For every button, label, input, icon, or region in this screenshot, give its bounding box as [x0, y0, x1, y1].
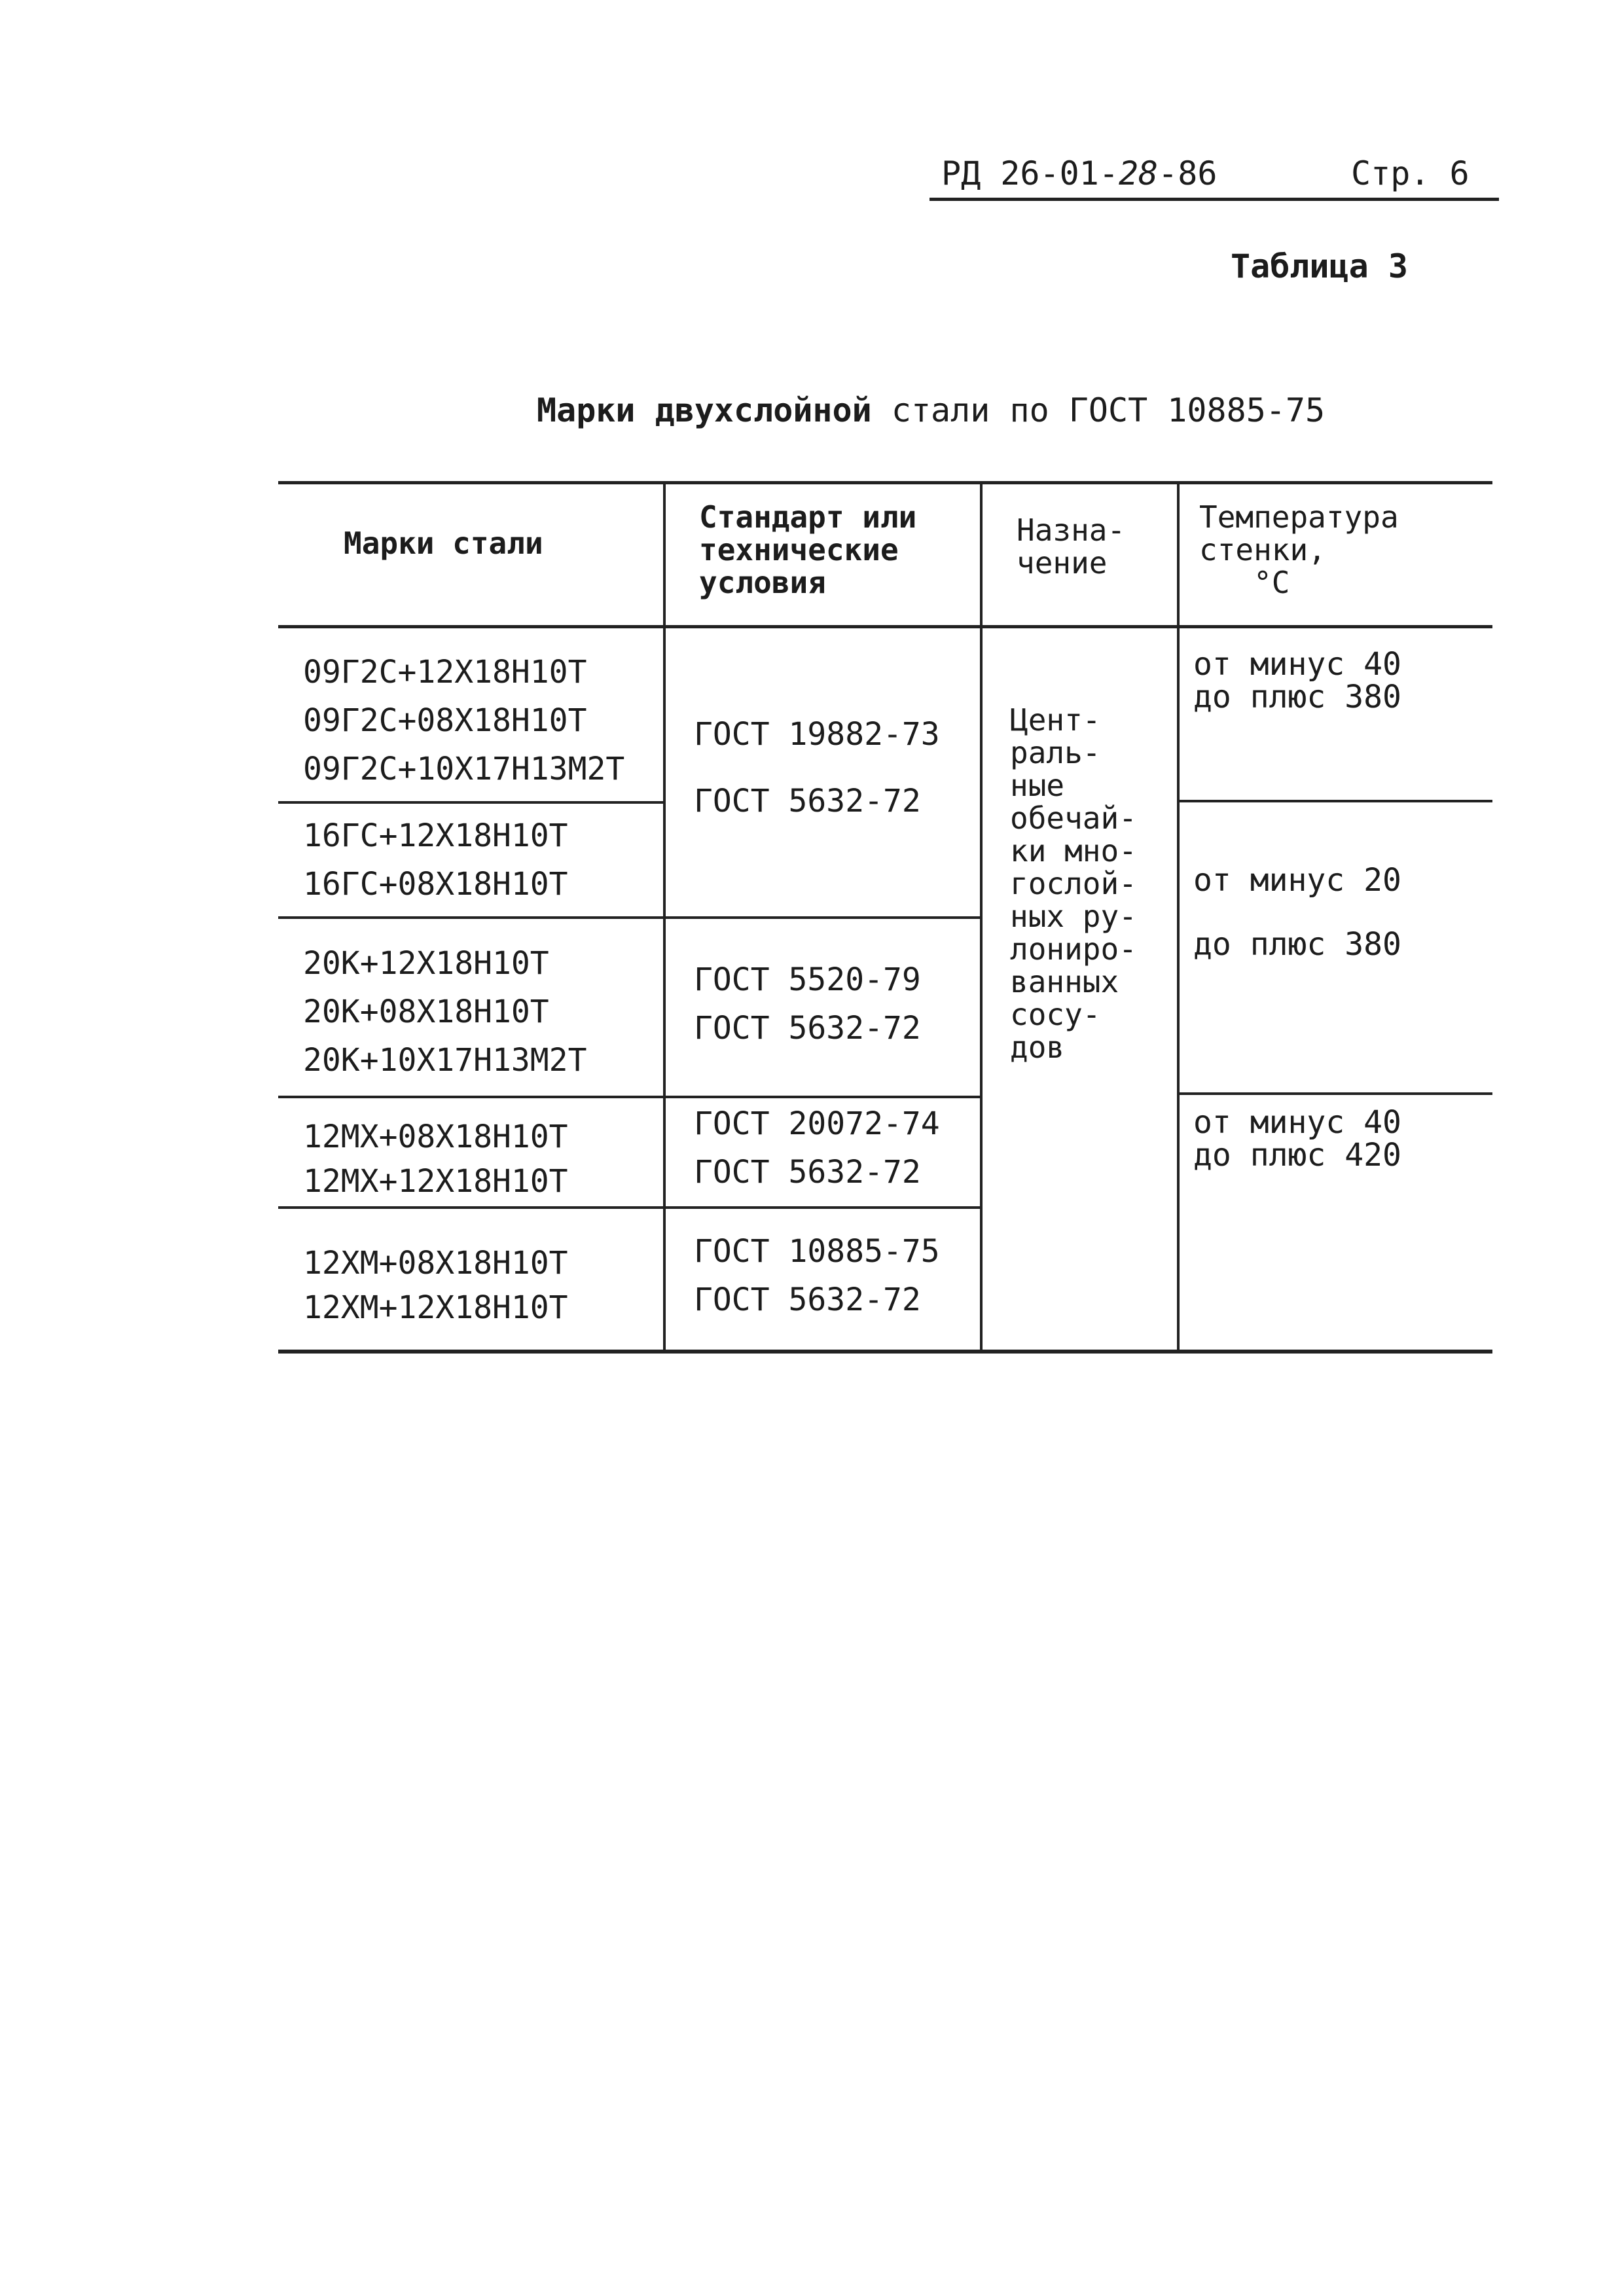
grade-cell: 09Г2С+12Х18Н10Т	[303, 654, 587, 691]
grade-cell: 20К+08Х18Н10Т	[303, 994, 549, 1030]
temperature-cell: до плюс 380	[1193, 926, 1401, 963]
temperature-cell: от минус 40	[1193, 646, 1401, 683]
table-top-rule	[278, 481, 1492, 484]
document-code-suffix: -86	[1158, 154, 1218, 192]
grade-cell: 12МХ+12Х18Н10Т	[303, 1163, 568, 1200]
row-divider	[278, 1096, 982, 1098]
standard-cell: ГОСТ 5632-72	[694, 1154, 921, 1191]
column-header-temperature: Температура стенки, °C	[1199, 499, 1399, 600]
document-code-prefix: РД 26-01-	[941, 154, 1119, 192]
grade-cell: 20К+12Х18Н10Т	[303, 945, 549, 982]
document-code	[941, 149, 1217, 198]
standard-cell: ГОСТ 5632-72	[694, 1010, 921, 1047]
standard-cell: ГОСТ 19882-73	[694, 716, 940, 753]
grade-cell: 12ХМ+08Х18Н10Т	[303, 1245, 568, 1282]
grade-cell: 09Г2С+08Х18Н10Т	[303, 702, 587, 739]
table-title-part1: Марки двухслойной	[537, 391, 872, 429]
standard-cell: ГОСТ 10885-75	[694, 1233, 940, 1270]
standard-cell: ГОСТ 5632-72	[694, 1282, 921, 1318]
grade-cell: 20К+10Х17Н13М2Т	[303, 1042, 587, 1079]
temperature-divider	[1178, 1092, 1492, 1095]
grade-cell: 12ХМ+12Х18Н10Т	[303, 1289, 568, 1326]
temperature-divider	[1178, 800, 1492, 802]
row-divider	[278, 1206, 982, 1209]
temperature-cell: от минус 20	[1193, 862, 1401, 899]
table-title	[537, 391, 1325, 429]
standard-cell: ГОСТ 20072-74	[694, 1105, 940, 1142]
row-divider	[278, 916, 982, 919]
table-label: Таблица 3	[1231, 247, 1408, 285]
column-divider	[980, 484, 983, 1350]
purpose-cell: Цент- раль- ные обечай- ки мно- гослой- ных ру- лониро- ванных сосу- дов	[1010, 702, 1137, 1065]
column-header-grade: Марки стали	[344, 526, 543, 561]
header-bottom-rule	[278, 625, 1492, 628]
row-divider	[278, 801, 663, 804]
temperature-cell: до плюс 420	[1193, 1137, 1401, 1174]
temperature-cell: до плюс 380	[1193, 679, 1401, 715]
column-header-purpose: Назна- чение	[1017, 512, 1126, 581]
page-number: Стр. 6	[1351, 154, 1470, 192]
grade-cell: 16ГС+12Х18Н10Т	[303, 817, 568, 854]
table-title-part2: стали по ГОСТ 10885-75	[871, 391, 1326, 429]
grade-cell: 16ГС+08Х18Н10Т	[303, 866, 568, 903]
document-header	[929, 149, 1499, 201]
standard-cell: ГОСТ 5520-79	[694, 961, 921, 998]
grade-cell: 12МХ+08Х18Н10Т	[303, 1119, 568, 1155]
column-divider	[1177, 484, 1180, 1350]
temperature-cell: от минус 40	[1193, 1104, 1401, 1141]
grade-cell: 09Г2С+10Х17Н13М2Т	[303, 751, 625, 787]
table-bottom-rule	[278, 1350, 1492, 1354]
document-code-number: 28	[1118, 154, 1159, 192]
column-divider	[663, 484, 666, 1350]
column-header-standard: Стандарт или технические условия	[699, 499, 917, 600]
standard-cell: ГОСТ 5632-72	[694, 783, 921, 819]
